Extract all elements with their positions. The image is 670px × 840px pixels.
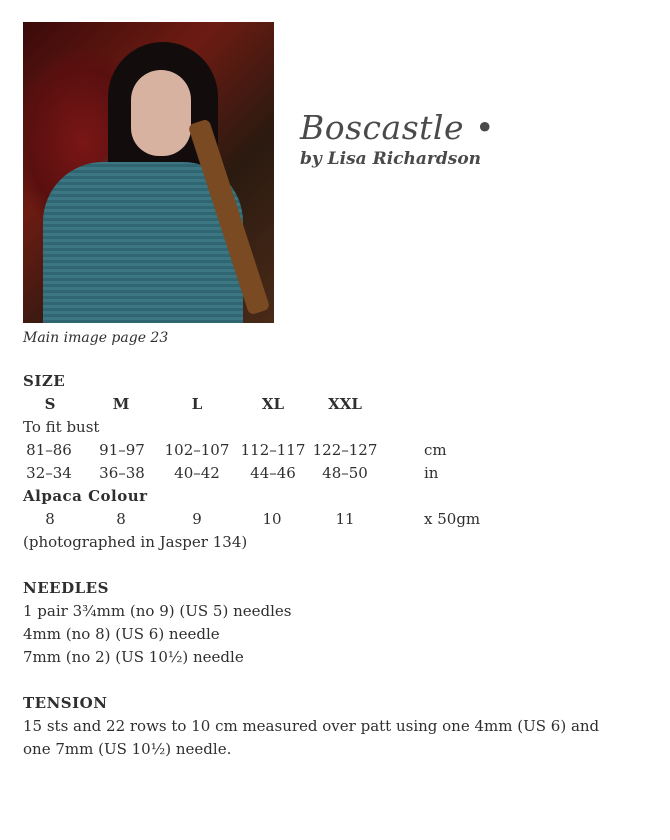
- pattern-byline: by Lisa Richardson: [300, 149, 482, 169]
- size-label: S: [44, 395, 56, 413]
- size-heading: SIZE: [23, 372, 66, 390]
- colour-value: 9: [192, 510, 202, 528]
- size-label: M: [112, 395, 130, 413]
- size-label: XL: [261, 395, 285, 413]
- pattern-photo: [23, 22, 274, 323]
- colour-unit: x 50gm: [424, 510, 481, 528]
- cm-value: 122–127: [312, 441, 378, 459]
- alpaca-colour-label: Alpaca Colour: [23, 487, 148, 505]
- colour-value: 8: [116, 510, 126, 528]
- colour-value: 10: [262, 510, 282, 528]
- tension-line: one 7mm (US 10½) needle.: [23, 740, 232, 758]
- fit-bust-label: To fit bust: [23, 418, 100, 436]
- cm-value: 91–97: [99, 441, 145, 459]
- cm-value: 112–117: [240, 441, 306, 459]
- in-unit: in: [424, 464, 439, 482]
- in-value: 32–34: [26, 464, 72, 482]
- cm-value: 81–86: [26, 441, 72, 459]
- in-value: 44–46: [250, 464, 296, 482]
- cm-unit: cm: [424, 441, 447, 459]
- colour-value: 8: [45, 510, 55, 528]
- size-label: XXL: [328, 395, 362, 413]
- size-label: L: [191, 395, 203, 413]
- cm-value: 102–107: [164, 441, 230, 459]
- needle-line: 1 pair 3¾mm (no 9) (US 5) needles: [23, 602, 292, 620]
- photo-face: [131, 70, 191, 156]
- photo-caption: Main image page 23: [23, 330, 169, 346]
- in-value: 36–38: [99, 464, 145, 482]
- tension-line: 15 sts and 22 rows to 10 cm measured over patt using one 4mm (US 6) and: [23, 717, 600, 735]
- needle-line: 4mm (no 8) (US 6) needle: [23, 625, 220, 643]
- needles-heading: NEEDLES: [23, 579, 109, 597]
- pattern-title: Boscastle •: [300, 108, 495, 147]
- photographed-note: (photographed in Jasper 134): [23, 533, 248, 551]
- needle-line: 7mm (no 2) (US 10½) needle: [23, 648, 244, 666]
- tension-heading: TENSION: [23, 694, 108, 712]
- in-value: 48–50: [322, 464, 368, 482]
- in-value: 40–42: [174, 464, 220, 482]
- colour-value: 11: [335, 510, 355, 528]
